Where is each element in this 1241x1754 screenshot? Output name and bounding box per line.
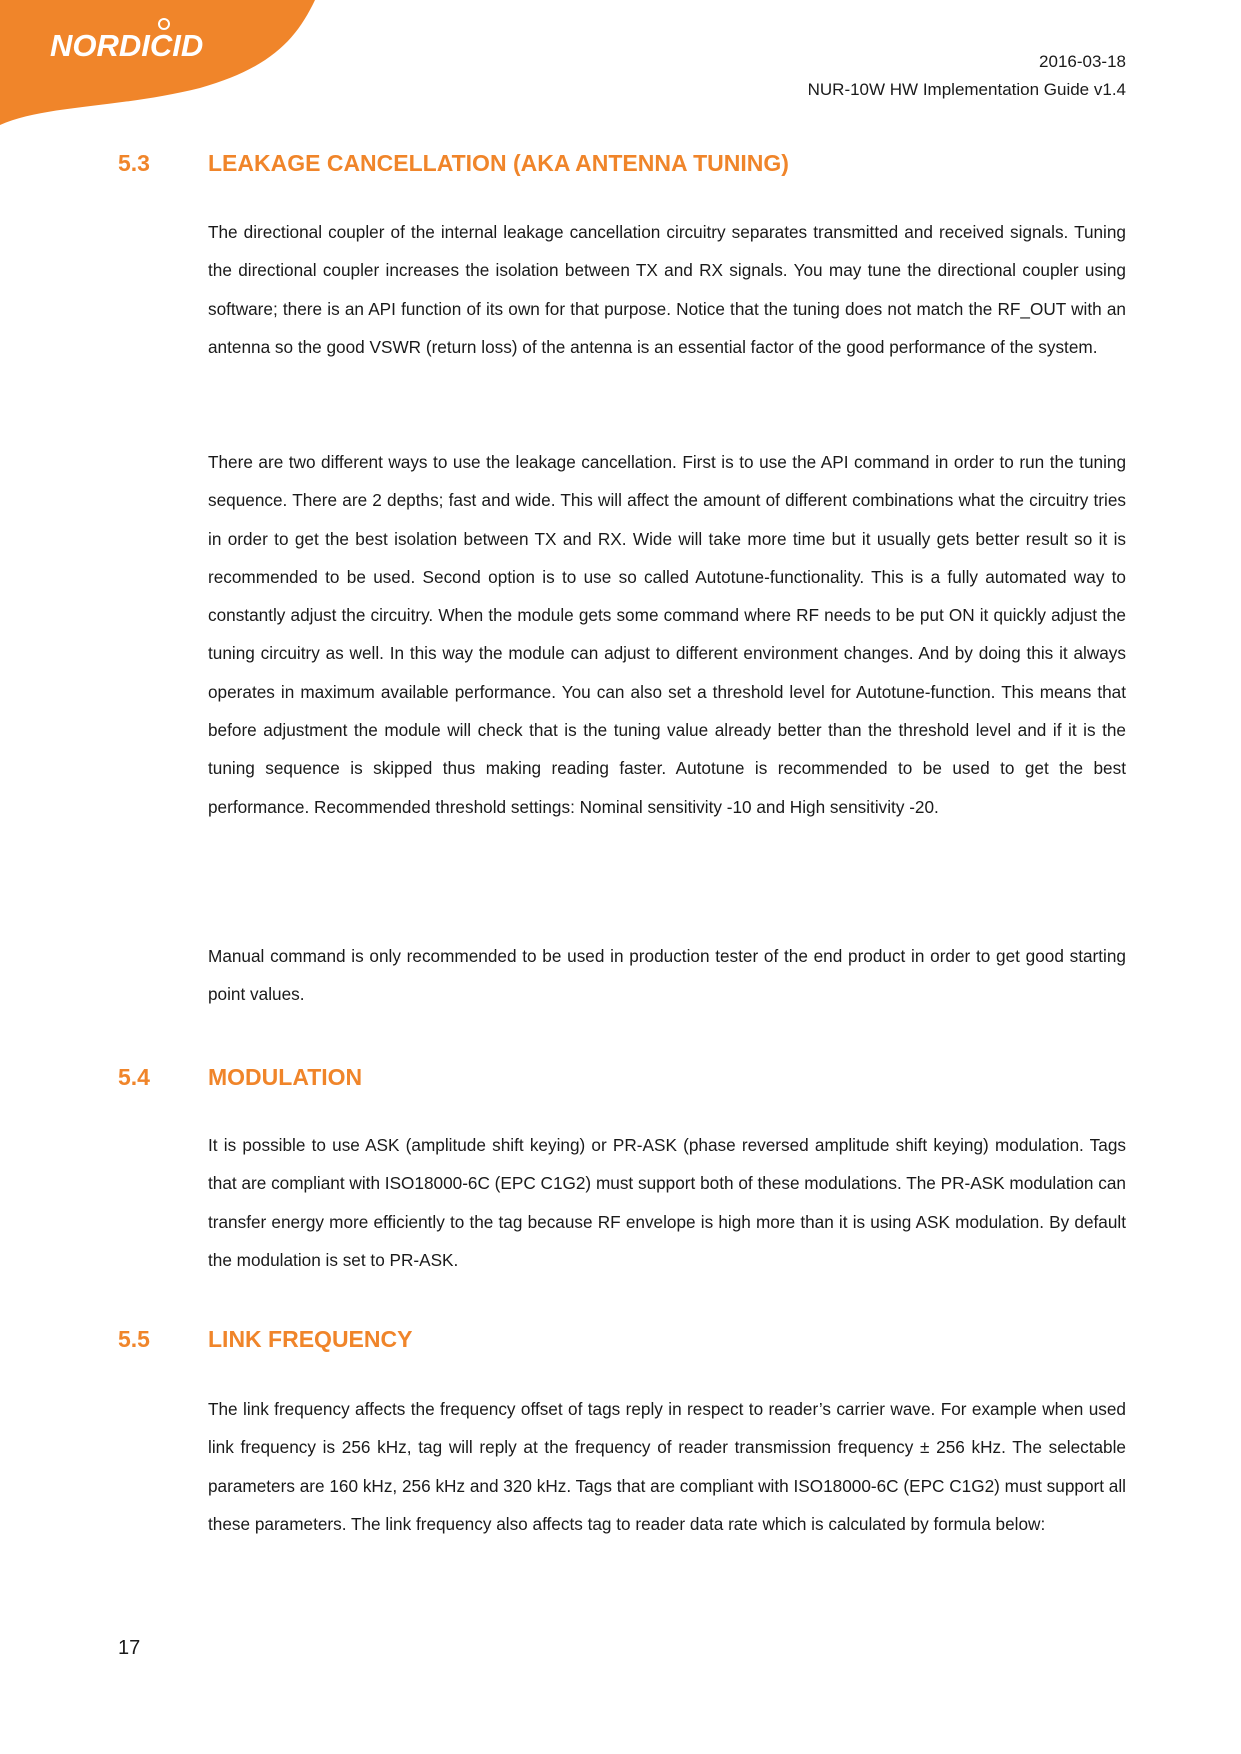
paragraph: It is possible to use ASK (amplitude shift keying) or PR-ASK (phase reversed amplitude shift keying) modulation. Tags that are compliant with ISO18000-6C (EPC C1G2) must support both of these modulations. The PR-ASK modulation can transfer energy more efficiently to the tag because RF envelope is high more than it is using ASK modulation. By default the modulation is set to PR-ASK.	[208, 1135, 1126, 1270]
page-header	[808, 48, 1126, 104]
company-logo	[0, 0, 320, 130]
section-title: LINK FREQUENCY	[208, 1326, 413, 1352]
paragraph: The directional coupler of the internal leakage cancellation circuitry separates transmitted and received signals. Tuning the directional coupler increases the isolation between TX and RX signals. You may tune the directional coupler using software; there is an API function of its own for that purpose. Notice that the tuning does not match the RF_OUT with an antenna so the good VSWR (return loss) of the antenna is an essential factor of the good performance of the system.	[208, 222, 1126, 357]
paragraph: Manual command is only recommended to be used in production tester of the end product in order to get good starting point values.	[208, 946, 1126, 1005]
section-heading-5-4	[118, 1064, 362, 1091]
header-date: 2016-03-18	[1039, 52, 1126, 71]
section-number: 5.4	[118, 1064, 150, 1090]
section-heading-5-5	[118, 1326, 412, 1353]
section-title: MODULATION	[208, 1064, 363, 1090]
paragraph: The link frequency affects the frequency offset of tags reply in respect to reader’s carrier wave. For example when used link frequency is 256 kHz, tag will reply at the frequency of reader transmission frequency ± 256 kHz. The selectable parameters are 160 kHz, 256 kHz and 320 kHz. Tags that are compliant with ISO18000-6C (EPC C1G2) must support all these parameters. The link frequency also affects tag to reader data rate which is calculated by formula below:	[208, 1399, 1126, 1534]
section-number: 5.5	[118, 1326, 150, 1352]
section-title: LEAKAGE CANCELLATION (AKA ANTENNA TUNING)	[208, 150, 789, 176]
page-number: 17	[118, 1637, 141, 1659]
logo-corner-shape	[0, 0, 320, 130]
header-doc-title: NUR-10W HW Implementation Guide v1.4	[807, 80, 1126, 99]
paragraph: There are two different ways to use the leakage cancellation. First is to use the API command in order to run the tuning sequence. There are 2 depths; fast and wide. This will affect the amount of different combinations what the circuitry tries in order to get the best isolation between TX and RX. Wide will take more time but it usually gets better result so it is recommended to be used. Second option is to use so called Autotune-functionality. This is a fully automated way to constantly adjust the circuitry. When the module gets some command where RF needs to be put ON it quickly adjust the tuning circuitry as well. In this way the module can adjust to different environment changes. And by doing this it always operates in maximum available performance. You can also set a threshold level for Autotune-function. This means that before adjustment the module will check that is the tuning value already better than the threshold level and if it is the tuning sequence is skipped thus making reading faster. Autotune is recommended to be used to get the best performance. Recommended threshold settings: Nominal sensitivity -10 and High sensitivity -20.	[208, 452, 1126, 817]
section-heading-5-3	[118, 150, 789, 177]
logo-wordmark: NORDICID	[50, 28, 204, 63]
section-number: 5.3	[118, 150, 150, 176]
